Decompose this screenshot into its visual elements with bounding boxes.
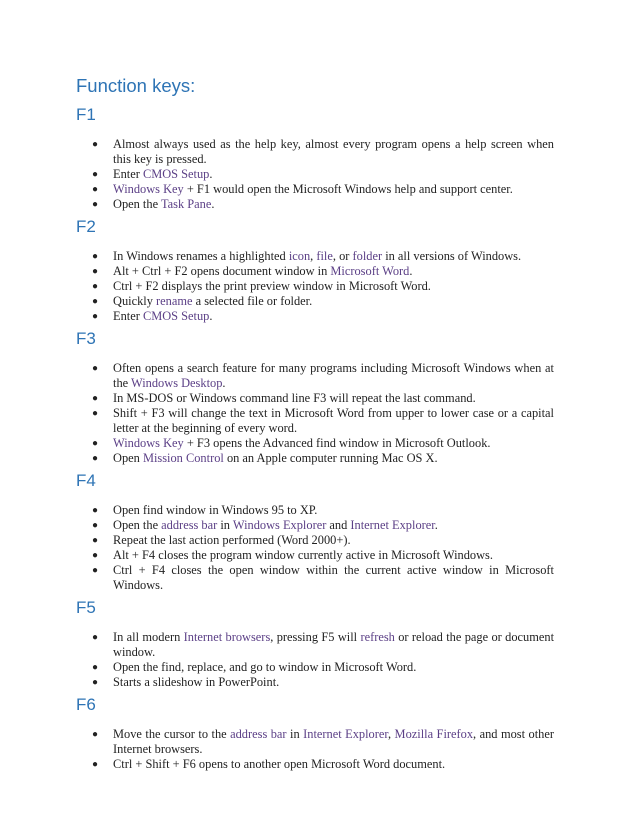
bullet-dot-icon: ● (92, 251, 99, 262)
bullet-dot-icon: ● (92, 520, 99, 531)
section-f5 (76, 596, 554, 690)
item-text: , (387, 727, 395, 741)
section-heading: F5 (76, 598, 96, 617)
item-text: in all versions of Windows. (382, 249, 522, 263)
list-item (76, 533, 554, 548)
list-item (76, 391, 554, 406)
bullet-dot-icon: ● (92, 139, 99, 150)
bullet-list (76, 727, 554, 772)
item-text: , or (332, 249, 353, 263)
inline-link[interactable]: CMOS Setup (142, 309, 210, 323)
bullet-dot-icon: ● (92, 184, 99, 195)
bullet-list (76, 249, 554, 324)
item-text: Ctrl + F2 displays the print preview window in Microsoft Word. (113, 279, 431, 293)
item-text: Open the find, replace, and go to window in Microsoft Word. (113, 660, 417, 674)
bullet-list (76, 361, 554, 466)
item-text: , pressing F5 will (270, 630, 361, 644)
item-text: , (310, 249, 317, 263)
section-heading: F6 (76, 695, 96, 714)
sections-container (76, 103, 554, 772)
list-item (76, 518, 554, 533)
list-item (76, 757, 554, 772)
inline-link[interactable]: address bar (230, 727, 287, 741)
list-item (76, 630, 554, 660)
inline-link[interactable]: address bar (161, 518, 218, 532)
inline-link[interactable]: Task Pane (160, 197, 212, 211)
item-text: . (222, 376, 226, 390)
inline-link[interactable]: Microsoft Word (330, 264, 410, 278)
bullet-dot-icon: ● (92, 408, 99, 419)
item-text: Alt + Ctrl + F2 opens document window in (113, 264, 331, 278)
item-text: In Windows renames a highlighted (113, 249, 289, 263)
section-f6 (76, 693, 554, 772)
bullet-dot-icon: ● (92, 535, 99, 546)
inline-link[interactable]: Mission Control (142, 451, 224, 465)
list-item (76, 451, 554, 466)
section-f4 (76, 469, 554, 593)
item-text: Open (113, 451, 143, 465)
inline-link[interactable]: Windows Desktop (131, 376, 223, 390)
item-text: . (211, 197, 215, 211)
item-text: in (286, 727, 304, 741)
inline-link[interactable]: icon (288, 249, 311, 263)
list-item (76, 137, 554, 167)
list-item (76, 309, 554, 324)
bullet-dot-icon: ● (92, 438, 99, 449)
bullet-dot-icon: ● (92, 662, 99, 673)
bullet-dot-icon: ● (92, 550, 99, 561)
item-text: Open find window in Windows 95 to XP. (113, 503, 318, 517)
item-text: + F1 would open the Microsoft Windows help and support center. (183, 182, 513, 196)
item-text: , and most other Internet browsers. (113, 727, 554, 756)
list-item (76, 660, 554, 675)
item-text: Move the cursor to the (113, 727, 231, 741)
inline-link[interactable]: Windows Key (113, 436, 184, 450)
inline-link[interactable]: Windows Explorer (232, 518, 327, 532)
inline-link[interactable]: Windows Key (113, 182, 184, 196)
item-text: in (217, 518, 233, 532)
item-text: In MS-DOS or Windows command line F3 will repeat the last command. (113, 391, 476, 405)
list-item (76, 548, 554, 563)
list-item (76, 727, 554, 757)
item-text: Repeat the last action performed (Word 2000+). (113, 533, 351, 547)
bullet-dot-icon: ● (92, 632, 99, 643)
item-text: Almost always used as the help key, almost every program opens a help screen when this key is pressed. (113, 137, 554, 166)
item-text: . (209, 309, 213, 323)
item-text: . (209, 167, 213, 181)
list-item (76, 182, 554, 197)
list-item (76, 167, 554, 182)
list-item (76, 436, 554, 451)
item-text: Quickly (113, 294, 157, 308)
inline-link[interactable]: file (316, 249, 333, 263)
section-heading: F4 (76, 471, 96, 490)
section-heading: F1 (76, 105, 96, 124)
document-title: Function keys: (76, 75, 196, 96)
item-text: or reload the page or document window. (113, 630, 555, 659)
bullet-dot-icon: ● (92, 677, 99, 688)
item-text: and (326, 518, 351, 532)
item-text: Enter (113, 167, 143, 181)
item-text: on an Apple computer running Mac OS X. (223, 451, 438, 465)
bullet-dot-icon: ● (92, 453, 99, 464)
list-item (76, 264, 554, 279)
item-text: Open the (113, 518, 162, 532)
inline-link[interactable]: Internet Explorer (303, 727, 388, 741)
bullet-list (76, 137, 554, 212)
bullet-list (76, 503, 554, 593)
section-heading: F2 (76, 217, 96, 236)
bullet-dot-icon: ● (92, 281, 99, 292)
item-text: Enter (113, 309, 143, 323)
section-f3 (76, 327, 554, 466)
item-text: Starts a slideshow in PowerPoint. (113, 675, 280, 689)
item-text: a selected file or folder. (192, 294, 313, 308)
bullet-dot-icon: ● (92, 296, 99, 307)
bullet-dot-icon: ● (92, 266, 99, 277)
bullet-dot-icon: ● (92, 565, 99, 576)
item-text: Ctrl + Shift + F6 opens to another open Microsoft Word document. (113, 757, 446, 771)
bullet-dot-icon: ● (92, 169, 99, 180)
bullet-dot-icon: ● (92, 363, 99, 374)
list-item (76, 279, 554, 294)
item-text: In all modern (113, 630, 184, 644)
list-item (76, 294, 554, 309)
bullet-dot-icon: ● (92, 729, 99, 740)
item-text: Shift + F3 will change the text in Microsoft Word from upper to lower case or a capital letter at the beginning of every word. (113, 406, 554, 435)
list-item (76, 406, 554, 436)
list-item (76, 503, 554, 518)
inline-link[interactable]: refresh (360, 630, 395, 644)
list-item (76, 675, 554, 690)
item-text: . (409, 264, 413, 278)
list-item (76, 197, 554, 212)
list-item (76, 249, 554, 264)
bullet-dot-icon: ● (92, 311, 99, 322)
item-text: + F3 opens the Advanced find window in Microsoft Outlook. (183, 436, 491, 450)
item-text: Ctrl + F4 closes the open window within the current active window in Microsoft Windows. (113, 563, 554, 592)
inline-link[interactable]: Internet Explorer (350, 518, 435, 532)
item-text: Open the (113, 197, 161, 211)
bullet-list (76, 630, 554, 690)
inline-link[interactable]: folder (352, 249, 383, 263)
bullet-dot-icon: ● (92, 199, 99, 210)
inline-link[interactable]: rename (156, 294, 193, 308)
item-text: Alt + F4 closes the program window currently active in Microsoft Windows. (113, 548, 493, 562)
item-text: . (434, 518, 438, 532)
inline-link[interactable]: CMOS Setup (142, 167, 210, 181)
inline-link[interactable]: Internet browsers (183, 630, 271, 644)
bullet-dot-icon: ● (92, 759, 99, 770)
section-f2 (76, 215, 554, 324)
bullet-dot-icon: ● (92, 393, 99, 404)
section-f1 (76, 103, 554, 212)
item-text: Often opens a search feature for many programs including Microsoft Windows when at the (113, 361, 554, 390)
bullet-dot-icon: ● (92, 505, 99, 516)
inline-link[interactable]: Mozilla Firefox (394, 727, 474, 741)
list-item (76, 361, 554, 391)
section-heading: F3 (76, 329, 96, 348)
list-item (76, 563, 554, 593)
